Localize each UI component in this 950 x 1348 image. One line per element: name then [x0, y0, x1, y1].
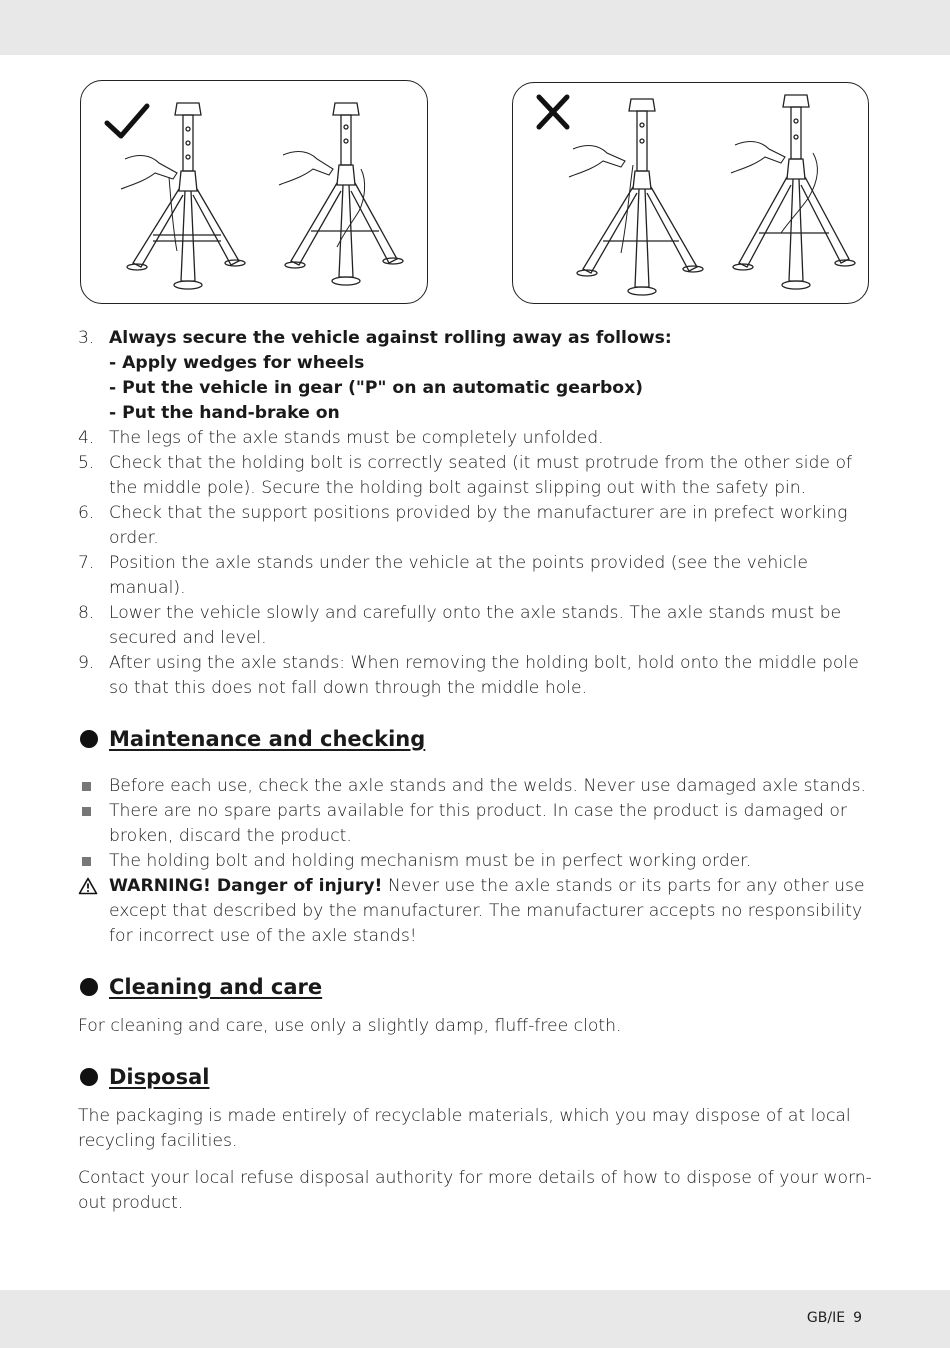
cross-icon: [539, 97, 567, 127]
step-item: [78, 426, 874, 451]
list-item: [78, 774, 874, 799]
heading-text: Disposal: [109, 1065, 210, 1089]
checkmark-icon: [107, 106, 147, 136]
figure-incorrect-usage: [512, 82, 869, 304]
step-text: - Put the hand-brake on: [109, 403, 340, 423]
manual-content: [78, 326, 874, 1216]
disposal-paragraph: Contact your local refuse disposal authority for more details of how to dispose of your worn-out product.: [78, 1168, 872, 1213]
heading-text: Maintenance and checking: [109, 727, 426, 751]
square-bullet-icon: [78, 799, 109, 849]
list-item-text: There are no spare parts available for this product. In case the product is damaged or broken, discard the product.: [109, 801, 848, 846]
section-heading-disposal: [78, 1062, 874, 1092]
step-text: Lower the vehicle slowly and carefully onto the axle stands. The axle stands must be secured and level.: [109, 603, 842, 648]
step-number: 3.: [78, 328, 95, 348]
section-heading-cleaning: [78, 972, 874, 1002]
step-text: Check that the holding bolt is correctly seated (it must protrude from the other side of the middle pole). Secure the holding bolt against slipping out with the safety pin.: [109, 453, 853, 498]
square-bullet-icon: [78, 849, 109, 874]
language-code: GB/IE: [806, 1310, 846, 1326]
figure-correct-usage: [80, 80, 428, 304]
step-item: [78, 651, 874, 701]
step-number: 6.: [78, 503, 95, 523]
cleaning-text: For cleaning and care, use only a slightly damp, fluff-free cloth.: [78, 1016, 622, 1036]
step-text: Always secure the vehicle against rolling away as follows:: [109, 328, 672, 348]
step-number: 5.: [78, 453, 95, 473]
page-number: 9: [853, 1310, 862, 1326]
bullet-dot-icon: [80, 730, 98, 748]
step-number: 4.: [78, 428, 95, 448]
axle-stand-drawing: [569, 99, 703, 295]
bullet-dot-icon: [80, 1068, 98, 1086]
warning-triangle-icon: [78, 874, 109, 949]
square-bullet-icon: [78, 774, 109, 799]
warning-text: Never use the axle stands or its parts for any other use except that described by the manufacturer. The manufacturer accepts no responsibility for incorrect use of the axle stands!: [109, 876, 865, 946]
step-text: Position the axle stands under the vehicle at the points provided (see the vehicle manual).: [109, 553, 808, 598]
step-item: [78, 501, 874, 551]
list-item-text: Before each use, check the axle stands and the welds. Never use damaged axle stands.: [109, 776, 867, 796]
step-text: - Apply wedges for wheels: [109, 353, 365, 373]
warning-item: [78, 874, 874, 949]
axle-stand-drawing: [731, 95, 855, 289]
step-item: [78, 551, 874, 601]
disposal-paragraph: The packaging is made entirely of recyclable materials, which you may dispose of at local recycling facilities.: [78, 1106, 851, 1151]
page-footer: [799, 1310, 862, 1326]
step-item: [78, 326, 874, 426]
list-item: [78, 849, 874, 874]
axle-stand-drawing: [121, 103, 245, 289]
step-text: After using the axle stands: When removing the holding bolt, hold onto the middle pole so that this does not fall down through the middle hole.: [109, 653, 859, 698]
step-item: [78, 601, 874, 651]
list-item: [78, 799, 874, 849]
step-number: 8.: [78, 603, 95, 623]
step-text: - Put the vehicle in gear ("P" on an automatic gearbox): [109, 378, 644, 398]
bullet-dot-icon: [80, 978, 98, 996]
step-text: Check that the support positions provided by the manufacturer are in prefect working order.: [109, 503, 848, 548]
step-item: [78, 451, 874, 501]
heading-text: Cleaning and care: [109, 975, 323, 999]
step-text: The legs of the axle stands must be completely unfolded.: [109, 428, 604, 448]
axle-stand-drawing: [279, 103, 403, 285]
list-item-text: The holding bolt and holding mechanism must be in perfect working order.: [109, 851, 752, 871]
warning-label: WARNING! Danger of injury!: [109, 876, 383, 896]
step-number: 7.: [78, 553, 95, 573]
header-band: [0, 0, 950, 55]
step-number: 9.: [78, 653, 95, 673]
section-heading-maintenance: [78, 724, 874, 754]
